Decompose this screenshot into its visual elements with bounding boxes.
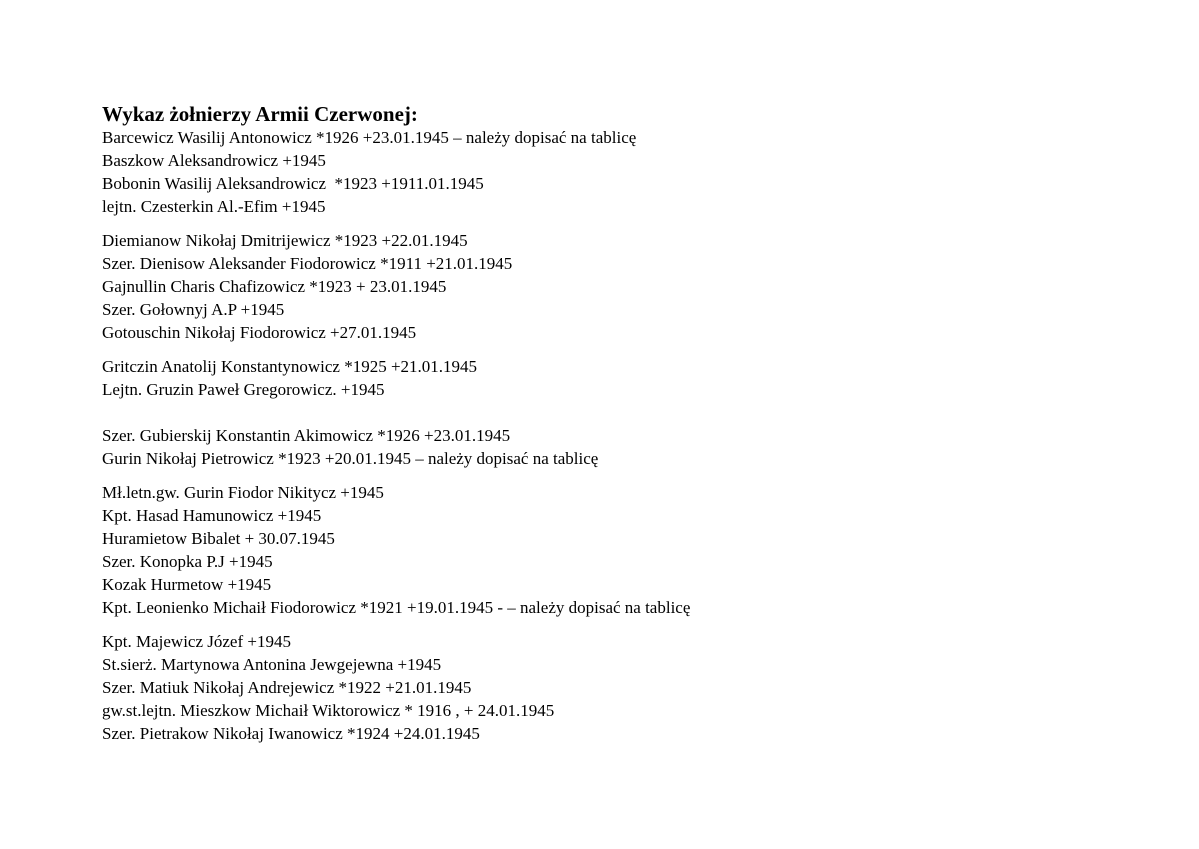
list-item: Gurin Nikołaj Pietrowicz *1923 +20.01.1945 – należy dopisać na tablicę xyxy=(102,449,599,468)
list-item: Baszkow Aleksandrowicz +1945 xyxy=(102,151,326,170)
list-item: Szer. Konopka P.J +1945 xyxy=(102,552,273,571)
list-item: St.sierż. Martynowa Antonina Jewgejewna +1945 xyxy=(102,655,442,674)
list-item: Kpt. Majewicz Józef +1945 xyxy=(102,632,291,651)
list-item: Gotouschin Nikołaj Fiodorowicz +27.01.1945 xyxy=(102,323,417,342)
list-item: Szer. Pietrakow Nikołaj Iwanowicz *1924 +24.01.1945 xyxy=(102,724,480,743)
list-item: Szer. Gołownyj A.P +1945 xyxy=(102,300,285,319)
list-item: Kpt. Hasad Hamunowicz +1945 xyxy=(102,506,322,525)
list-item: Diemianow Nikołaj Dmitrijewicz *1923 +22.01.1945 xyxy=(102,231,468,250)
list-item: Barcewicz Wasilij Antonowicz *1926 +23.01.1945 – należy dopisać na tablicę xyxy=(102,128,637,147)
list-item: gw.st.lejtn. Mieszkow Michaił Wiktorowicz * 1916 , + 24.01.1945 xyxy=(102,701,555,720)
list-item: Huramietow Bibalet + 30.07.1945 xyxy=(102,529,335,548)
list-item: Mł.letn.gw. Gurin Fiodor Nikitycz +1945 xyxy=(102,483,384,502)
document-title: Wykaz żołnierzy Armii Czerwonej: xyxy=(102,102,418,126)
list-item: Szer. Dienisow Aleksander Fiodorowicz *1911 +21.01.1945 xyxy=(102,254,513,273)
list-item: Bobonin Wasilij Aleksandrowicz *1923 +1911.01.1945 xyxy=(102,174,484,193)
list-item: Kozak Hurmetow +1945 xyxy=(102,575,272,594)
list-item: Szer. Matiuk Nikołaj Andrejewicz *1922 +21.01.1945 xyxy=(102,678,472,697)
list-item: Kpt. Leonienko Michaił Fiodorowicz *1921 +19.01.1945 - – należy dopisać na tablicę xyxy=(102,598,691,617)
list-item: Szer. Gubierskij Konstantin Akimowicz *1926 +23.01.1945 xyxy=(102,426,511,445)
list-item: lejtn. Czesterkin Al.-Efim +1945 xyxy=(102,197,326,216)
list-item: Gajnullin Charis Chafizowicz *1923 + 23.01.1945 xyxy=(102,277,447,296)
list-item: Gritczin Anatolij Konstantynowicz *1925 +21.01.1945 xyxy=(102,357,478,376)
list-item: Lejtn. Gruzin Paweł Gregorowicz. +1945 xyxy=(102,380,385,399)
